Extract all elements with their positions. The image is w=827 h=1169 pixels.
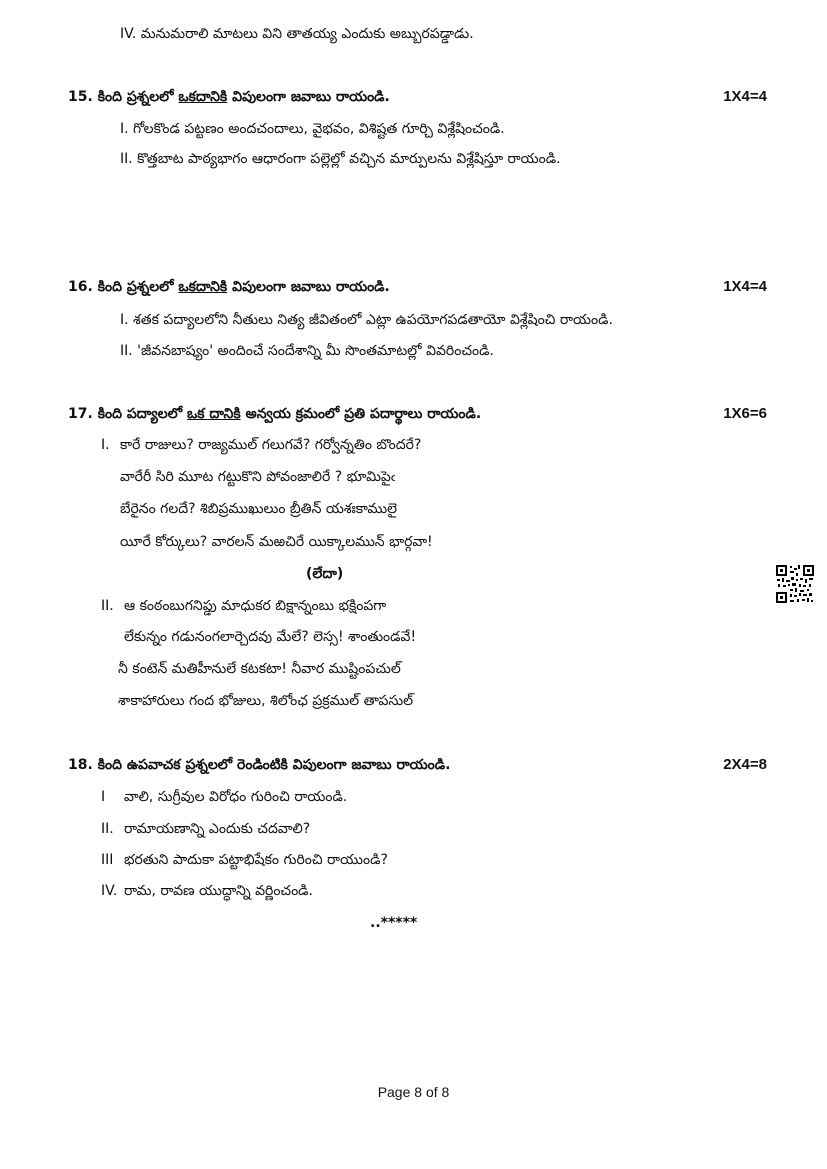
end-of-paper-mark: ..***** [370, 915, 418, 931]
page-footer: Page 8 of 8 [377, 1084, 450, 1100]
question-18-option-3: భరతుని పాదుకా పట్టాభిషేకం గురించి రాయుండి? [124, 852, 388, 868]
question-18-option-2: రామాయణాన్ని ఎందుకు చదవాలి? [124, 821, 311, 837]
poem-1-line-3: బేరైనం గలదే? శిబిప్రముఖులుం బ్రీతిన్ యశఃకాములై [120, 501, 398, 517]
poem-2-line-2: లేకున్నం గడునంగలార్చెదవు మేలే? లెస్స! శాంతుండవే! [124, 629, 417, 645]
question-number: 15. [68, 89, 93, 105]
question-text: కింది ఉపవాచక ప్రశ్నలలో [97, 757, 233, 773]
question-16-option-1: I. శతక పద్యాలలోని నీతులు నిత్య జీవితంలో ఎట్లా ఉపయోగపడతాయో విశ్లేషించి రాయండి. [120, 312, 613, 328]
poem-1-line-2: వారేరీ సిరి మూట గట్టుకొని పోవంజాలిరే ? భూమిపైఁ [120, 469, 396, 485]
poem-2-line-1: ఆ కంఠంబుగనిప్డు మాధుకర బిక్షాన్నంబు భక్షింపగా [124, 598, 387, 614]
poem-2-line-4: శాకాహారులు గంద భోజులు, శిలోంఛ ప్రక్రముల్ తాపసుల్ [118, 693, 414, 709]
question-16-marks: 1X4=4 [723, 278, 767, 295]
question-17-heading [68, 405, 481, 423]
question-15-option-2: II. కొత్తబాట పాఠ్యభాగం ఆధారంగా పల్లెల్లో వచ్చిన మార్పులను విశ్లేషిస్తూ రాయండి. [120, 151, 561, 167]
question-18-option-2-label: II. [101, 821, 114, 837]
question-number: 18. [68, 757, 93, 773]
question-15-heading [68, 88, 390, 106]
question-18-option-4: రామ, రావణ యుద్ధాన్ని వర్ణించండి. [124, 883, 313, 899]
question-text: రెండింటికి విపులంగా జవాబు రాయండి. [237, 757, 451, 773]
poem-1-line-4: యీరే కోర్కులు? వారలన్ మఱచిరే యిక్కాలమున్ భార్గవా! [120, 534, 433, 550]
question-text: విపులంగా జవాబు రాయండి. [232, 89, 390, 105]
question-17-marks: 1X6=6 [723, 405, 767, 422]
previous-question-item: IV. మనుమరాలి మాటలు విని తాతయ్య ఎందుకు అబ్బురపడ్డాడు. [120, 26, 474, 42]
question-emphasis: ఒకదానికి [178, 89, 228, 105]
poem-2-label: II. [101, 598, 114, 614]
question-text: కింది పద్యాలలో [97, 406, 183, 422]
question-number: 17. [68, 406, 93, 422]
question-text: విపులంగా జవాబు రాయండి. [232, 279, 390, 295]
question-18-marks: 2X4=8 [723, 756, 767, 773]
question-15-marks: 1X4=4 [723, 88, 767, 105]
or-separator: (లేదా) [306, 566, 344, 582]
poem-1-label: I. [101, 437, 110, 453]
question-18-option-1-label: I [101, 789, 106, 805]
question-18-heading [68, 756, 450, 774]
qr-code-icon [776, 565, 814, 603]
poem-1-line-1: కారే రాజులు? రాజ్యముల్ గలుగవే? గర్వోన్నతిం బొందరే? [120, 437, 422, 453]
question-18-option-1: వాలి, సుగ్రీవుల విరోధం గురించి రాయండి. [124, 789, 348, 805]
question-emphasis: ఒకదానికి [178, 279, 228, 295]
question-16-option-2: II. 'జీవనబాష్యం' అందించే సందేశాన్ని మీ సొంతమాటల్లో వివరించండి. [120, 343, 494, 359]
question-18-option-3-label: III [101, 852, 114, 868]
question-text: కింది ప్రశ్నలలో [97, 89, 174, 105]
question-text: అన్వయ క్రమంలో ప్రతి పదార్థాలు రాయండి. [245, 406, 482, 422]
question-emphasis: ఒక దానికి [186, 406, 241, 422]
question-16-heading [68, 278, 390, 296]
question-18-option-4-label: IV. [101, 883, 118, 899]
question-15-option-1: I. గోలకొండ పట్టణం అందచందాలు, వైభవం, విశిష్టత గూర్చి విశ్లేషించండి. [120, 121, 505, 137]
poem-2-line-3: నీ కంటెన్ మతిహీనులే కటకటా! నీవార ముష్టింపచుల్ [118, 661, 401, 677]
question-number: 16. [68, 279, 93, 295]
question-text: కింది ప్రశ్నలలో [97, 279, 174, 295]
